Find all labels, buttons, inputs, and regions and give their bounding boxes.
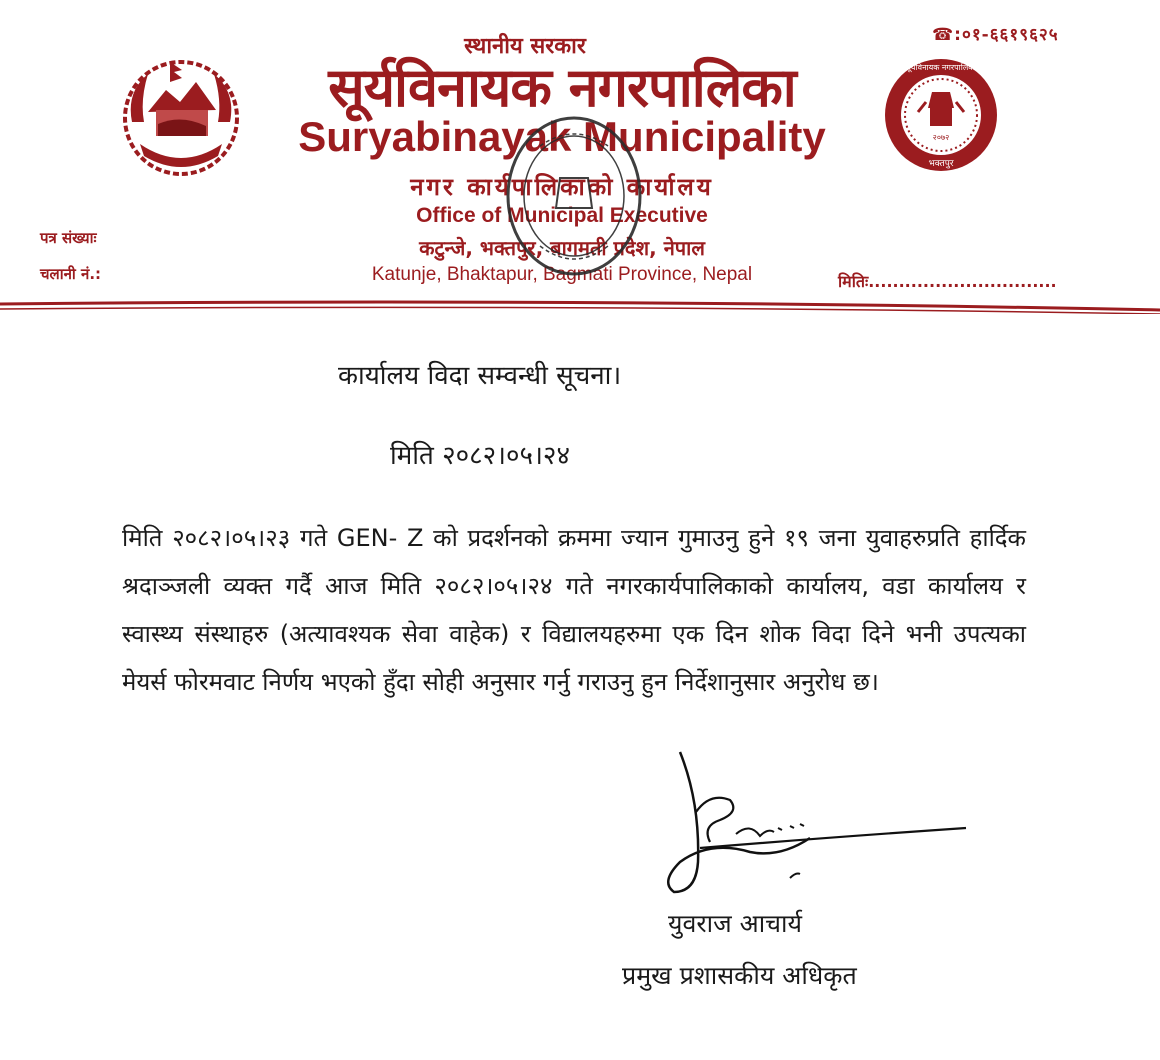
date-field-label: मितिः............................... [838, 272, 1057, 291]
header-divider [0, 300, 1160, 314]
letter-number-label: पत्र संख्याः [40, 229, 97, 247]
office-stamp-icon [500, 112, 648, 280]
seal-year: २०७२ [932, 133, 950, 142]
signatory-title: प्रमुख प्रशासकीय अधिकृत [622, 961, 857, 990]
seal-bottom-text: भक्तपुर [928, 159, 954, 169]
municipality-seal-icon [882, 56, 1000, 174]
municipality-name-en: Suryabinayak Municipality [298, 113, 826, 160]
notice-date: मिति २०८२।०५।२४ [390, 441, 570, 471]
office-name-np: नगर कार्यपालिकाको कार्यालय [410, 173, 714, 201]
notice-title: कार्यालय विदा सम्वन्धी सूचना। [338, 361, 622, 391]
phone-number: ☎:०१-६६१९६२५ [932, 25, 1059, 45]
municipality-name-np: सूर्यविनायक नगरपालिका [328, 56, 796, 119]
signatory-name: युवराज आचार्य [668, 909, 802, 938]
notice-body: मिति २०८२।०५।२३ गते GEN- Z को प्रदर्शनको क्रममा ज्यान गुमाउनु हुने १९ जना युवाहरुप्रति हार्दिक श्रदाञ्जली व्यक्त गर्दै आज मिति २०८२।०५।२४ गते नगरकार्यपालिकाको कार्यालय, वडा कार्यालय र स्वास्थ्य संस्थाहरु (अत्यावश्यक सेवा वाहेक) र विद्यालयहरुमा एक दिन शोक विदा दिने भनी उपत्यका मेयर्स फोरमवाट निर्णय भएको हुँदा सोही अनुसार गर्नु गराउनु हुन निर्देशानुसार अनुरोध छ। [122, 524, 1026, 696]
nepal-emblem-icon [118, 52, 244, 178]
dispatch-number-label: चलानी नं.: [40, 265, 102, 283]
signature-icon [640, 742, 980, 922]
local-government-label: स्थानीय सरकार [464, 34, 586, 59]
office-name-en: Office of Municipal Executive [416, 204, 708, 227]
address-np: कटुन्जे, भक्तपुर, बागमती प्रदेश, नेपाल [419, 236, 705, 260]
seal-top-text: सूर्यविनायक नगरपालिका [905, 63, 977, 72]
address-en: Katunje, Bhaktapur, Bagmati Province, Nepal [371, 264, 753, 285]
